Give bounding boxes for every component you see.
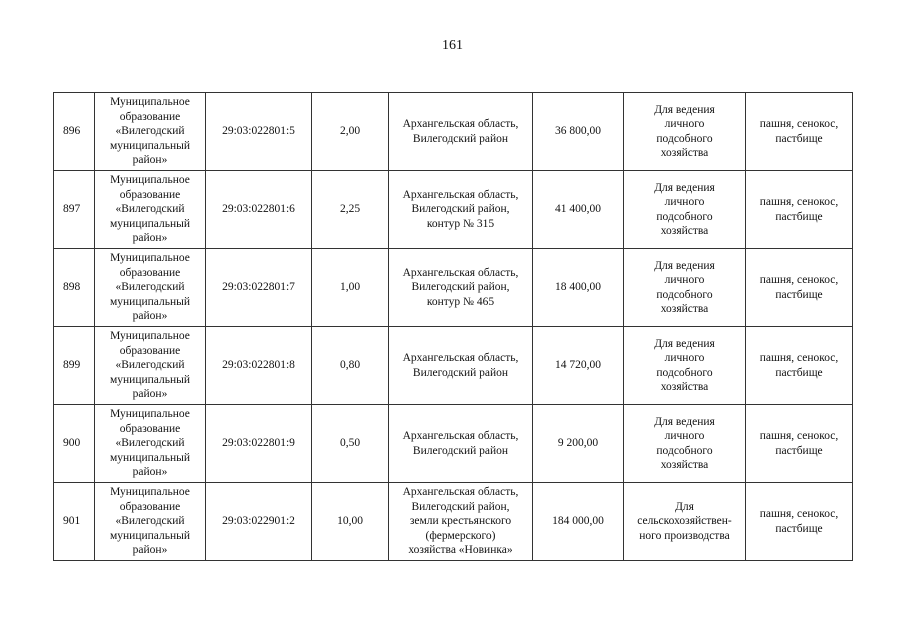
owner-cell-line: муниципальный xyxy=(109,373,191,386)
location-cell xyxy=(389,405,533,483)
table-row xyxy=(54,405,853,483)
land-type-cell xyxy=(746,327,853,405)
land-type-cell-line: пашня, сенокос, xyxy=(759,196,839,208)
permitted-use-cell-line: ного производства xyxy=(639,529,730,542)
owner-cell-line: Муниципальное xyxy=(110,408,190,421)
row-number-cell: 897 xyxy=(54,171,95,249)
owner-cell-line: образование xyxy=(119,110,181,123)
permitted-use-cell-line: хозяйства xyxy=(660,147,709,159)
owner-cell-line: район» xyxy=(132,310,168,323)
permitted-use-cell-line: личного xyxy=(664,352,705,364)
owner-cell-line: «Вилегодский xyxy=(115,125,185,138)
location-cell-line: Вилегодский район xyxy=(412,366,509,379)
permitted-use-cell-line: Для ведения xyxy=(654,415,715,428)
cadastral-number-cell: 29:03:022801:5 xyxy=(206,93,312,171)
permitted-use-cell-line: хозяйства xyxy=(660,381,709,393)
area-cell: 10,00 xyxy=(312,483,389,561)
location-cell-line: контур № 465 xyxy=(426,295,495,308)
land-type-cell-line: пастбище xyxy=(775,210,823,223)
owner-cell-line: район» xyxy=(132,466,168,479)
permitted-use-cell xyxy=(624,405,746,483)
land-type-cell-line: пашня, сенокос, xyxy=(759,118,839,130)
table-row xyxy=(54,327,853,405)
owner-cell-line: район» xyxy=(132,154,168,167)
area-cell: 2,00 xyxy=(312,93,389,171)
area-cell: 1,00 xyxy=(312,249,389,327)
owner-cell xyxy=(95,171,206,249)
location-cell xyxy=(389,93,533,171)
owner-cell-line: муниципальный xyxy=(109,529,191,542)
land-type-cell-line: пастбище xyxy=(775,444,823,457)
owner-cell-line: образование xyxy=(119,422,181,435)
permitted-use-cell-line: личного xyxy=(664,430,705,442)
owner-cell-line: Муниципальное xyxy=(110,486,190,499)
permitted-use-cell-line: подсобного xyxy=(656,132,713,145)
land-type-cell xyxy=(746,483,853,561)
table-row xyxy=(54,171,853,249)
location-cell-line: Вилегодский район xyxy=(412,132,509,145)
owner-cell-line: район» xyxy=(132,232,168,245)
owner-cell-line: «Вилегодский xyxy=(115,359,185,372)
cadastral-number-cell: 29:03:022801:7 xyxy=(206,249,312,327)
land-type-cell-line: пастбище xyxy=(775,288,823,301)
page-number: 161 xyxy=(442,38,463,53)
owner-cell-line: образование xyxy=(119,500,181,513)
cadastral-value-cell: 18 400,00 xyxy=(533,249,624,327)
land-type-cell-line: пастбище xyxy=(775,522,823,535)
land-type-cell-line: пашня, сенокос, xyxy=(759,508,839,520)
permitted-use-cell-line: хозяйства xyxy=(660,303,709,315)
owner-cell xyxy=(95,93,206,171)
location-cell-line: контур № 315 xyxy=(426,217,495,230)
owner-cell-line: район» xyxy=(132,388,168,401)
owner-cell xyxy=(95,405,206,483)
permitted-use-cell-line: сельскохозяйствен- xyxy=(637,515,732,528)
cadastral-value-cell: 9 200,00 xyxy=(533,405,624,483)
owner-cell-line: образование xyxy=(119,266,181,279)
location-cell xyxy=(389,327,533,405)
permitted-use-cell xyxy=(624,171,746,249)
owner-cell-line: Муниципальное xyxy=(110,330,190,343)
location-cell-line: Вилегодский район, xyxy=(411,281,510,294)
cadastral-number-cell: 29:03:022801:6 xyxy=(206,171,312,249)
location-cell-line: Вилегодский район, xyxy=(411,500,510,513)
table-row xyxy=(54,483,853,561)
land-type-cell xyxy=(746,93,853,171)
location-cell xyxy=(389,483,533,561)
permitted-use-cell-line: личного xyxy=(664,196,705,208)
permitted-use-cell-line: Для ведения xyxy=(654,103,715,116)
permitted-use-cell xyxy=(624,327,746,405)
location-cell-line: Архангельская область, xyxy=(402,118,519,130)
permitted-use-cell-line: Для ведения xyxy=(654,181,715,194)
location-cell xyxy=(389,171,533,249)
owner-cell-line: Муниципальное xyxy=(110,174,190,187)
location-cell-line: Вилегодский район, xyxy=(411,203,510,216)
row-number-cell: 896 xyxy=(54,93,95,171)
permitted-use-cell xyxy=(624,93,746,171)
permitted-use-cell-line: подсобного xyxy=(656,366,713,379)
owner-cell-line: «Вилегодский xyxy=(115,281,185,294)
owner-cell-line: образование xyxy=(119,188,181,201)
row-number-cell: 898 xyxy=(54,249,95,327)
permitted-use-cell-line: подсобного xyxy=(656,210,713,223)
cadastral-value-cell: 184 000,00 xyxy=(533,483,624,561)
area-cell: 0,80 xyxy=(312,327,389,405)
cadastral-value-cell: 41 400,00 xyxy=(533,171,624,249)
location-cell-line: Архангельская область, xyxy=(402,352,519,364)
location-cell-line: земли крестьянского xyxy=(409,515,512,528)
table-row xyxy=(54,93,853,171)
cadastral-number-cell: 29:03:022901:2 xyxy=(206,483,312,561)
permitted-use-cell xyxy=(624,483,746,561)
owner-cell-line: «Вилегодский xyxy=(115,515,185,528)
row-number-cell: 901 xyxy=(54,483,95,561)
area-cell: 2,25 xyxy=(312,171,389,249)
location-cell-line: Архангельская область, xyxy=(402,266,519,279)
row-number-cell: 899 xyxy=(54,327,95,405)
permitted-use-cell-line: хозяйства xyxy=(660,225,709,237)
table-body xyxy=(54,93,853,561)
permitted-use-cell-line: личного xyxy=(664,118,705,130)
permitted-use-cell-line: Для ведения xyxy=(654,259,715,272)
owner-cell-line: муниципальный xyxy=(109,295,191,308)
owner-cell-line: «Вилегодский xyxy=(115,437,185,450)
cadastral-value-cell: 36 800,00 xyxy=(533,93,624,171)
land-type-cell-line: пастбище xyxy=(775,366,823,379)
land-type-cell-line: пашня, сенокос, xyxy=(759,352,839,364)
land-type-cell-line: пастбище xyxy=(775,132,823,145)
land-type-cell xyxy=(746,249,853,327)
owner-cell-line: район» xyxy=(132,544,168,557)
location-cell-line: Вилегодский район xyxy=(412,444,509,457)
owner-cell-line: Муниципальное xyxy=(110,96,190,109)
location-cell-line: хозяйства «Новинка» xyxy=(408,544,513,557)
owner-cell-line: «Вилегодский xyxy=(115,203,185,216)
owner-cell xyxy=(95,483,206,561)
location-cell-line: Архангельская область, xyxy=(402,486,519,499)
cadastral-value-cell: 14 720,00 xyxy=(533,327,624,405)
permitted-use-cell-line: Для ведения xyxy=(654,337,715,350)
permitted-use-cell-line: личного xyxy=(664,274,705,286)
cadastral-number-cell: 29:03:022801:8 xyxy=(206,327,312,405)
permitted-use-cell-line: подсобного xyxy=(656,444,713,457)
table-row xyxy=(54,249,853,327)
permitted-use-cell-line: подсобного xyxy=(656,288,713,301)
permitted-use-cell-line: Для xyxy=(675,500,694,513)
land-registry-table xyxy=(53,92,853,561)
land-type-cell xyxy=(746,171,853,249)
owner-cell xyxy=(95,249,206,327)
owner-cell-line: муниципальный xyxy=(109,217,191,230)
location-cell-line: (фермерского) xyxy=(425,529,496,542)
owner-cell xyxy=(95,327,206,405)
row-number-cell: 900 xyxy=(54,405,95,483)
land-type-cell xyxy=(746,405,853,483)
owner-cell-line: муниципальный xyxy=(109,139,191,152)
area-cell: 0,50 xyxy=(312,405,389,483)
cadastral-number-cell: 29:03:022801:9 xyxy=(206,405,312,483)
land-type-cell-line: пашня, сенокос, xyxy=(759,430,839,442)
location-cell xyxy=(389,249,533,327)
owner-cell-line: Муниципальное xyxy=(110,252,190,265)
owner-cell-line: образование xyxy=(119,344,181,357)
land-type-cell-line: пашня, сенокос, xyxy=(759,274,839,286)
owner-cell-line: муниципальный xyxy=(109,451,191,464)
location-cell-line: Архангельская область, xyxy=(402,188,519,201)
location-cell-line: Архангельская область, xyxy=(402,430,519,442)
permitted-use-cell xyxy=(624,249,746,327)
permitted-use-cell-line: хозяйства xyxy=(660,459,709,471)
